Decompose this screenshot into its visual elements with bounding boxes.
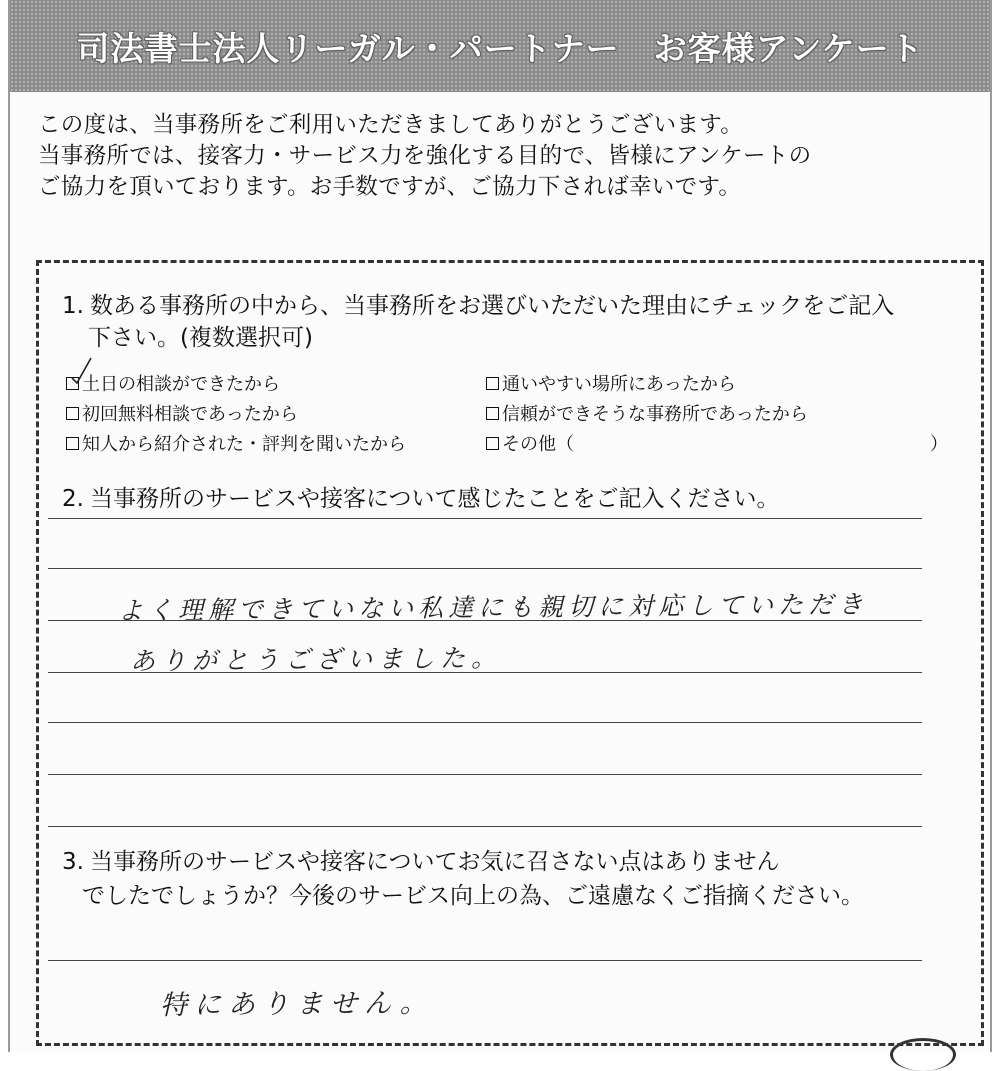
intro-text <box>38 110 978 203</box>
q2-text: 2. 当事務所のサービスや接客について感じたことをご記入ください。 <box>62 486 780 512</box>
q3-text-line2: でしたでしょうか？今後のサービス向上の為、ご遠慮なくご指摘ください。 <box>82 883 864 909</box>
check-mark-icon <box>69 356 93 384</box>
answer-line <box>48 826 922 827</box>
q1-option-5[interactable]: 知人から紹介された・評判を聞いたから <box>66 430 406 456</box>
q2-handwritten-answer-line1: よく理解できていない私達にも親切に対応していただき <box>117 589 869 626</box>
q1-option-4[interactable]: 信頼ができそうな事務所であったから <box>486 400 808 426</box>
intro-line: 当事務所では、接客力・サービス力を強化する目的で、皆様にアンケートの <box>38 143 812 169</box>
answer-line <box>48 672 922 673</box>
intro-line: この度は、当事務所をご利用いただきましてありがとうございます。 <box>38 112 744 138</box>
answer-line <box>48 568 922 569</box>
checkbox[interactable] <box>66 407 79 420</box>
intro-line: ご協力を頂いております。お手数ですが、ご協力下されば幸いです。 <box>38 174 742 200</box>
q1-option-3[interactable]: 初回無料相談であったから <box>66 400 298 426</box>
header-banner <box>10 0 990 92</box>
q1-number: 1. <box>62 293 84 319</box>
survey-sheet <box>8 0 992 1052</box>
checkbox[interactable] <box>486 377 499 390</box>
answer-line <box>48 518 922 519</box>
answer-line <box>48 960 922 961</box>
q1-option-2[interactable]: 通いやすい場所にあったから <box>486 370 736 396</box>
checkbox[interactable] <box>486 437 499 450</box>
checkbox[interactable] <box>66 437 79 450</box>
q2-handwritten-answer-line2: ありがとうございました。 <box>129 643 503 676</box>
q1-option-1[interactable]: 土日の相談ができたから <box>66 370 280 396</box>
checkbox-checked[interactable] <box>66 377 79 390</box>
q1-text-line1: 1. 数ある事務所の中から、当事務所をお選びいただいた理由にチェックをご記入 <box>62 293 895 319</box>
page-title: 司法書士法人リーガル・パートナー お客様アンケート <box>76 28 924 68</box>
stamp-edge <box>890 1038 956 1071</box>
q1-text-line2: 下さい。(複数選択可) <box>88 325 313 351</box>
q2-number: 2. <box>62 486 84 512</box>
q1-option-other[interactable]: その他（ <box>486 430 574 456</box>
other-paren-close: ） <box>930 434 948 455</box>
answer-line <box>48 774 922 775</box>
answer-line <box>48 620 922 621</box>
q3-number: 3. <box>62 849 84 875</box>
q3-handwritten-answer: 特にありません。 <box>159 987 434 1022</box>
answer-line <box>48 722 922 723</box>
checkbox[interactable] <box>486 407 499 420</box>
q3-text-line1: 3. 当事務所のサービスや接客についてお気に召さない点はありません <box>62 849 780 875</box>
